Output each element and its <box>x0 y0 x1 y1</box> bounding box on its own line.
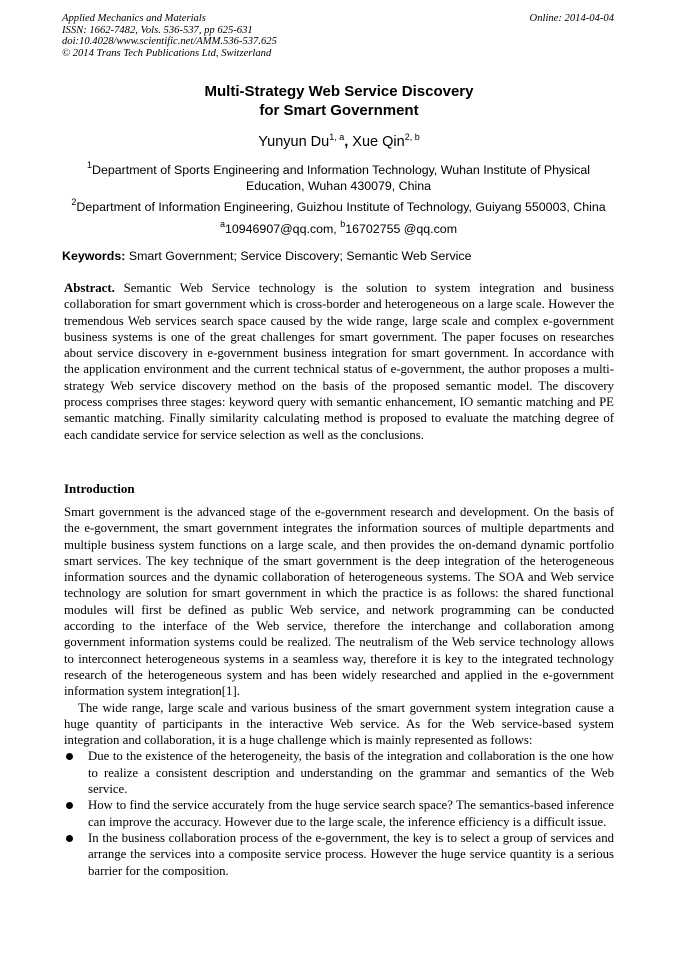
affiliation-2-text: Department of Information Engineering, Guizhou Institute of Technology, Guiyang 550003, China <box>76 200 606 214</box>
section-heading-introduction: Introduction <box>64 481 135 496</box>
email-a: 10946907@qq.com, <box>224 222 337 236</box>
affiliation-1-text: Department of Sports Engineering and Information Technology, Wuhan Institute of Physical Education, Wuhan 430079, China <box>92 163 590 193</box>
running-header <box>62 13 614 59</box>
copyright-line: © 2014 Trans Tech Publications Ltd, Switzerland <box>62 47 272 59</box>
list-item-text: In the business collaboration process of the e-government, the key is to select a group of services and arrange the services into a composite service process. However the huge service quantity is a serious barrier for the composition. <box>88 830 614 878</box>
list-item-text: Due to the existence of the heterogeneity, the basis of the integration and collaboration is the one how to realize a consistent description and understanding on the grammar and semantics of the Web service. <box>88 749 614 797</box>
list-item <box>64 748 614 797</box>
intro-paragraph-1: Smart government is the advanced stage of the e-government research and development. On the basis of the e-government, the smart government integrates the information sources of multiple departments and multiple business system functions on a large scale, and then provides the on-demand dynamic portfolio smart services. The key technique of the smart government is the deep integration of the heterogeneous information sources and the dynamic collaboration of heterogeneous systems. The SOA and Web service technology are solution for smart government in which the practice is as follows: the shared functional modules will first be defined as public Web service, and network programming can be conducted according to the interface of the Web service, therefore the interchange and collaboration among government information systems could be realized. The neutralism of the Web service technology allows to interconnect heterogeneous systems in a seamless way, therefore it is key to the integrated technology research of the heterogeneous system and has been widely researched and applied in the e-government information system integration[1]. <box>64 505 614 699</box>
email-line <box>62 216 615 237</box>
list-item-text: How to find the service accurately from the huge service search space? The semantics-based inference can improve the accuracy. However due to the large scale, the inference efficiency is a difficult issue. <box>88 798 614 829</box>
introduction-body <box>64 504 614 879</box>
journal-name: Applied Mechanics and Materials <box>62 13 206 24</box>
keywords-label: Keywords: <box>62 249 126 263</box>
author-2-sup: 2, b <box>404 132 420 142</box>
affiliation-2-number: 2 <box>71 197 77 207</box>
author-separator: , <box>344 134 349 150</box>
title-line-1: Multi-Strategy Web Service Discovery <box>204 83 474 100</box>
paper-title <box>0 82 678 120</box>
email-b-sup: b <box>340 219 346 229</box>
bullet-icon <box>66 802 73 809</box>
author-2-name: Xue Qin <box>352 134 405 150</box>
bullet-icon <box>66 753 73 760</box>
affiliation-1 <box>62 157 615 194</box>
abstract-text: Semantic Web Service technology is the solution to system integration and business collaboration for smart government which is cross-border and heterogeneous on a large scale. However the tremendous Web services search space caused by the wide range, large scale and complex e-government business systems is one of the great challenges for smart government. The paper focuses on researches about service discovery in e-government business integration for smart government. In accordance with the application environment and the current technical status of e-government, the author proposes a multi-strategy Web service discovery method on the basis of the proposed semantic model. The discovery process comprises three stages: keyword query with semantic enhancement, IO semantic matching and PE semantic matching. Finally similarity calculating method is proposed to evaluate the matching degree of each candidate service for service selection as well as the conclusions. <box>64 281 615 442</box>
affiliation-1-number: 1 <box>87 160 93 170</box>
abstract <box>64 280 614 443</box>
list-item <box>64 830 614 879</box>
author-1-name: Yunyun Du <box>258 134 330 150</box>
email-b: 16702755 @qq.com <box>345 222 458 236</box>
author-list <box>0 132 678 150</box>
author-1-sup: 1, a <box>329 132 345 142</box>
online-date: Online: 2014-04-04 <box>529 13 614 24</box>
keywords-text: Smart Government; Service Discovery; Semantic Web Service <box>128 249 472 263</box>
doi-line: doi:10.4028/www.scientific.net/AMM.536-537.625 <box>62 36 277 47</box>
abstract-label: Abstract. <box>64 281 115 295</box>
bullet-icon <box>66 835 73 842</box>
list-item <box>64 797 614 830</box>
affiliation-2 <box>62 194 615 215</box>
title-line-2: for Smart Government <box>259 102 419 119</box>
challenge-list <box>64 748 614 878</box>
issn-line: ISSN: 1662-7482, Vols. 536-537, pp 625-631 <box>62 24 253 36</box>
keywords <box>62 249 615 263</box>
email-a-sup: a <box>219 219 225 229</box>
intro-paragraph-2: The wide range, large scale and various business of the smart government system integration cause a huge quantity of participants in the interactive Web service. As for the Web service-based system integration and collaboration, it is a huge challenge which is mainly represented as follows: <box>64 700 614 748</box>
